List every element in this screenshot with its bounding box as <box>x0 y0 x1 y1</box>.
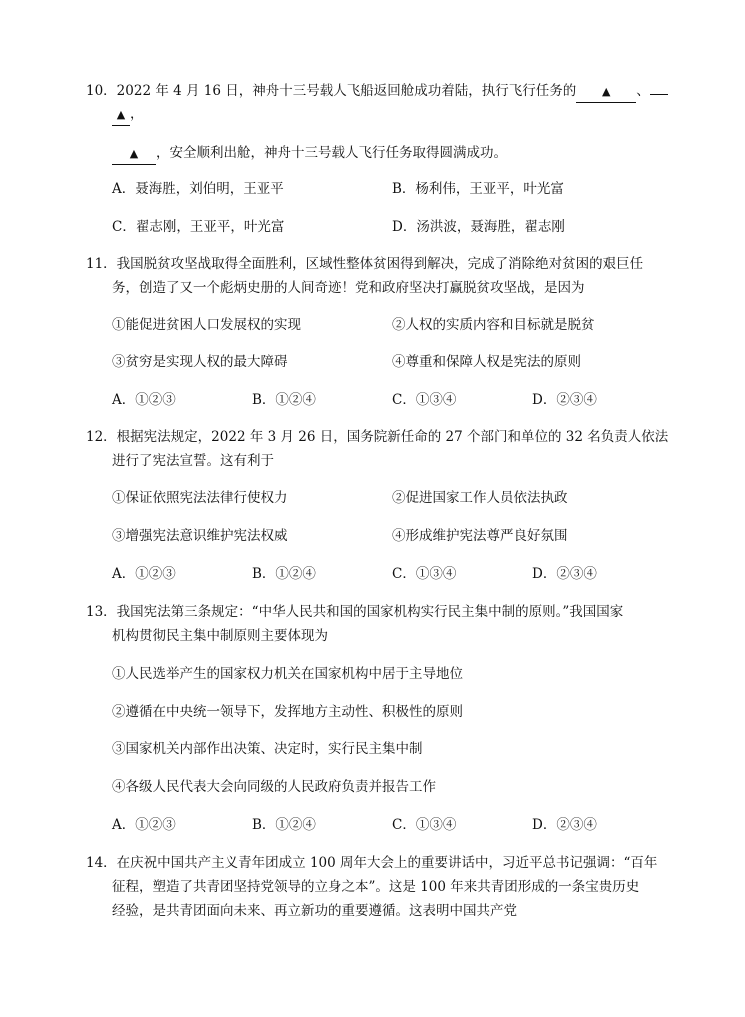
q11-item-1: ①能促进贫困人口发展权的实现 <box>112 317 301 333</box>
q13-option-a: A．①②③ <box>112 817 176 833</box>
q13-option-c: C．①③④ <box>392 817 457 833</box>
q11-option-b: B．①②④ <box>252 392 316 408</box>
q11-option-d: D．②③④ <box>532 392 597 408</box>
q11-item-2: ②人权的实质内容和目标就是脱贫 <box>392 317 595 333</box>
q14-stem-line-1: 14．在庆祝中国共产主义青年团成立 100 周年大会上的重要讲话中，习近平总书记强调：“百年 <box>86 855 658 871</box>
q11-stem-line-1: 11．我国脱贫攻坚战取得全面胜利，区域性整体贫困得到解决，完成了消除绝对贫困的艰巨任 <box>86 256 644 272</box>
q13-item-2: ②遵循在中央统一领导下，发挥地方主动性、积极性的原则 <box>112 704 463 720</box>
answer-blank-2-start <box>650 94 668 95</box>
q13-option-b: B．①②④ <box>252 817 316 833</box>
q12-option-b: B．①②④ <box>252 566 316 582</box>
q14-stem-line-2: 征程，塑造了共青团坚持党领导的立身之本”。这是 100 年来共青团形成的一条宝贵历史 <box>112 879 640 895</box>
q10-option-b: B．杨利伟，王亚平，叶光富 <box>392 181 564 197</box>
q11-item-3: ③贫穷是实现人权的最大障碍 <box>112 354 288 370</box>
q11-stem-line-2: 务，创造了又一个彪炳史册的人间奇迹！党和政府坚决打赢脱贫攻坚战，是因为 <box>112 280 585 296</box>
q13-stem-line-1: 13．我国宪法第三条规定：“中华人民共和国的国家机构实行民主集中制的原则。”我国国家 <box>86 604 624 620</box>
q12-item-1: ①保证依照宪法法律行使权力 <box>112 490 288 506</box>
answer-blank-1: ▲ <box>576 82 636 103</box>
q12-item-2: ②促进国家工作人员依法执政 <box>392 490 568 506</box>
q11-item-4: ④尊重和保障人权是宪法的原则 <box>392 354 581 370</box>
q13-item-1: ①人民选举产生的国家权力机关在国家机构中居于主导地位 <box>112 666 463 682</box>
q10-line-1: 10．2022 年 4 月 16 日，神舟十三号载人飞船返回舱成功着陆，执行飞行任务的 ▲ 、 <box>86 81 668 103</box>
q12-stem-line-1: 12．根据宪法规定，2022 年 3 月 26 日，国务院新任命的 27 个部门和单位的 32 名负责人依法 <box>86 429 669 445</box>
q12-item-3: ③增强宪法意识维护宪法权威 <box>112 528 288 544</box>
q12-option-a: A．①②③ <box>112 566 176 582</box>
q11-option-a: A．①②③ <box>112 392 176 408</box>
answer-blank-2-end: ▲ <box>112 105 130 126</box>
q10-option-d: D．汤洪波，聂海胜，翟志刚 <box>392 219 565 235</box>
q13-option-d: D．②③④ <box>532 817 597 833</box>
q12-item-4: ④形成维护宪法尊严良好氛围 <box>392 528 568 544</box>
q13-item-3: ③国家机关内部作出决策、决定时，实行民主集中制 <box>112 741 423 757</box>
q13-item-4: ④各级人民代表大会向同级的人民政府负责并报告工作 <box>112 779 436 795</box>
q14-stem-line-3: 经验，是共青团面向未来、再立新功的重要遵循。这表明中国共产党 <box>112 903 517 919</box>
q12-option-d: D．②③④ <box>532 566 597 582</box>
q13-stem-line-2: 机构贯彻民主集中制原则主要体现为 <box>112 628 328 644</box>
q10-option-a: A．聂海胜，刘伯明，王亚平 <box>112 181 284 197</box>
q10-line-2: ▲ ， <box>112 104 144 126</box>
q12-option-c: C．①③④ <box>392 566 457 582</box>
answer-blank-3: ▲ <box>112 144 156 165</box>
q12-stem-line-2: 进行了宪法宣誓。这有利于 <box>112 453 274 469</box>
q10-option-c: C．翟志刚，王亚平，叶光富 <box>112 219 285 235</box>
q11-option-c: C．①③④ <box>392 392 457 408</box>
q10-line-3: ▲ ，安全顺利出舱，神舟十三号载人飞行任务取得圆满成功。 <box>112 143 507 165</box>
